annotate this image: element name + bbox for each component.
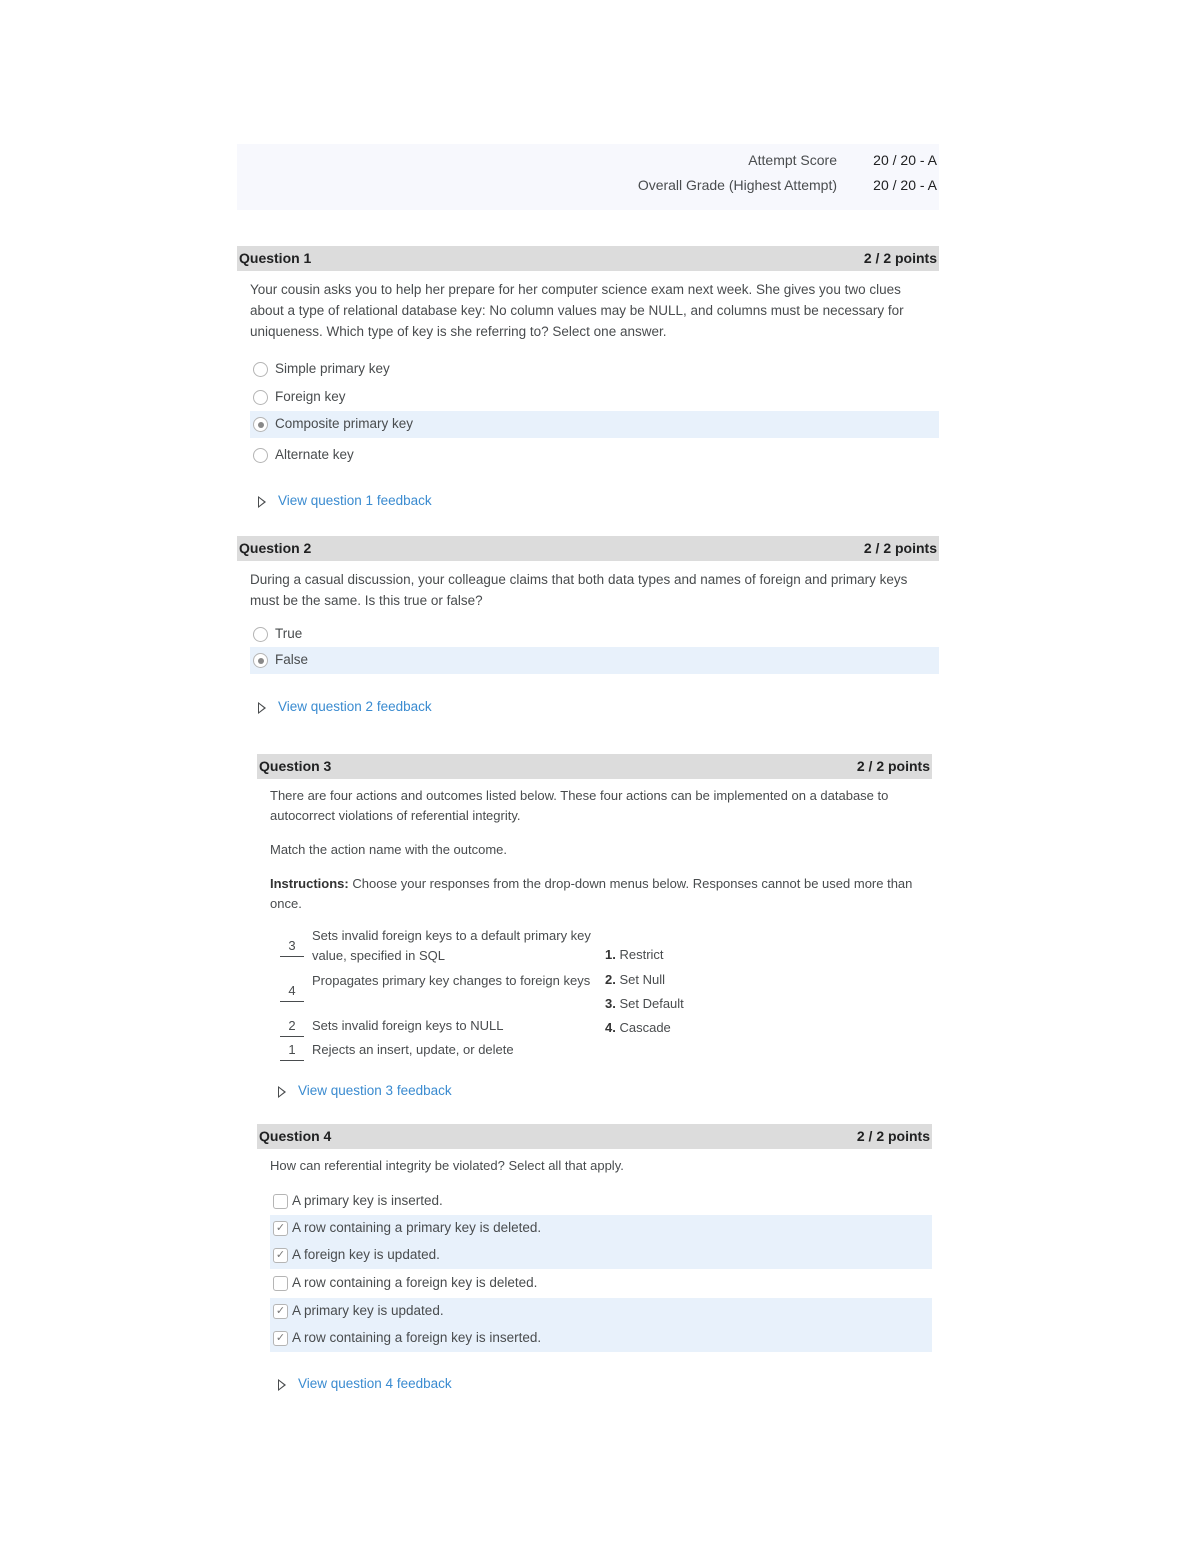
- match-description: Rejects an insert, update, or delete: [312, 1042, 514, 1057]
- attempt-score-value: 20 / 20 - A: [873, 152, 937, 168]
- overall-grade-value: 20 / 20 - A: [873, 177, 937, 193]
- radio-button-icon[interactable]: [253, 448, 268, 463]
- match-choice: 1. Restrict: [605, 947, 664, 962]
- question-2-points: 2 / 2 points: [863, 540, 937, 556]
- radio-button-icon[interactable]: [253, 362, 268, 377]
- q2-option-false[interactable]: [250, 647, 939, 674]
- q4-option-3-label: A foreign key is updated.: [292, 1247, 440, 1262]
- radio-button-icon[interactable]: [253, 390, 268, 405]
- radio-button-icon[interactable]: [253, 417, 268, 432]
- question-1-feedback-label: View question 1 feedback: [278, 493, 432, 508]
- q4-option-1-label: A primary key is inserted.: [292, 1193, 443, 1208]
- q2-option-false-label: False: [275, 652, 309, 667]
- q1-option-3-label: Composite primary key: [275, 416, 414, 431]
- checkbox-icon[interactable]: ✓: [273, 1304, 288, 1319]
- radio-button-icon[interactable]: [253, 653, 268, 668]
- match-answer-dropdown[interactable]: 2: [275, 1016, 309, 1037]
- question-1-text: Your cousin asks you to help her prepare for her computer science exam next week. She gives you two clues about a type of relational database key: No column values may be NULL, and columns must be necessary for uniqueness. Which type of key is she referring to? Select one answer.: [250, 282, 904, 339]
- checkbox-icon[interactable]: [273, 1276, 288, 1291]
- question-2-header: [237, 536, 939, 561]
- question-1-header: [237, 246, 939, 271]
- question-3-points: 2 / 2 points: [856, 758, 930, 774]
- disclosure-triangle-icon: [258, 496, 266, 508]
- disclosure-triangle-icon: [278, 1086, 286, 1098]
- match-description: Propagates primary key changes to foreign keys: [312, 973, 591, 988]
- match-row: [275, 1016, 595, 1036]
- instructions-text: Choose your responses from the drop-down menus below. Responses cannot be used more than once.: [270, 876, 913, 911]
- checkbox-icon[interactable]: ✓: [273, 1331, 288, 1346]
- match-choice: 2. Set Null: [605, 972, 665, 987]
- q2-option-true-label: True: [275, 626, 303, 641]
- question-1-title: Question 1: [239, 250, 312, 266]
- score-summary-panel: [237, 144, 939, 210]
- match-answer-dropdown[interactable]: 4: [275, 981, 309, 1002]
- question-3-header: [257, 754, 932, 779]
- question-4-title: Question 4: [259, 1128, 332, 1144]
- question-2-feedback-label: View question 2 feedback: [278, 699, 432, 714]
- q1-option-2-label: Foreign key: [275, 389, 346, 404]
- disclosure-triangle-icon: [278, 1379, 286, 1391]
- q1-option-4[interactable]: [250, 442, 939, 469]
- radio-button-icon[interactable]: [253, 627, 268, 642]
- question-3-match-prompt: Match the action name with the outcome.: [270, 842, 508, 857]
- match-description: Sets invalid foreign keys to NULL: [312, 1018, 504, 1033]
- instructions-label: Instructions:: [270, 876, 349, 891]
- question-4-header: [257, 1124, 932, 1149]
- question-4-points: 2 / 2 points: [856, 1128, 930, 1144]
- q4-option-2[interactable]: [270, 1215, 932, 1242]
- q4-option-5[interactable]: [270, 1298, 932, 1325]
- q1-option-3[interactable]: [250, 411, 939, 438]
- disclosure-triangle-icon: [258, 702, 266, 714]
- question-4-text: How can referential integrity be violated? Select all that apply.: [270, 1158, 624, 1173]
- attempt-score-label: Attempt Score: [748, 152, 837, 168]
- match-description: Sets invalid foreign keys to a default primary key value, specified in SQL: [312, 928, 591, 963]
- q1-option-1[interactable]: [250, 356, 939, 383]
- q4-option-3[interactable]: [270, 1242, 932, 1269]
- question-3-text: There are four actions and outcomes listed below. These four actions can be implemented on a database to autocorrect violations of referential integrity.: [270, 788, 889, 823]
- q2-option-true[interactable]: [250, 621, 939, 648]
- match-row: [275, 971, 595, 1011]
- q4-option-4-label: A row containing a foreign key is deleted.: [292, 1275, 538, 1290]
- checkbox-icon[interactable]: [273, 1194, 288, 1209]
- q4-option-6[interactable]: [270, 1325, 932, 1352]
- q1-option-1-label: Simple primary key: [275, 361, 390, 376]
- question-2-text: During a casual discussion, your colleague claims that both data types and names of foreign and primary keys must be the same. Is this true or false?: [250, 572, 908, 608]
- match-row: [275, 926, 595, 966]
- question-2-title: Question 2: [239, 540, 312, 556]
- checkbox-icon[interactable]: ✓: [273, 1248, 288, 1263]
- match-answer-dropdown[interactable]: 3: [275, 936, 309, 957]
- question-1-points: 2 / 2 points: [863, 250, 937, 266]
- q4-option-4[interactable]: [270, 1270, 932, 1297]
- match-answer-dropdown[interactable]: 1: [275, 1040, 309, 1061]
- match-choice: 3. Set Default: [605, 996, 684, 1011]
- q1-option-2[interactable]: [250, 384, 939, 411]
- question-3-title: Question 3: [259, 758, 332, 774]
- q4-option-6-label: A row containing a foreign key is inserted.: [292, 1330, 542, 1345]
- match-row: [275, 1040, 595, 1060]
- question-4-feedback-label: View question 4 feedback: [298, 1376, 452, 1391]
- checkbox-icon[interactable]: ✓: [273, 1221, 288, 1236]
- q1-option-4-label: Alternate key: [275, 447, 354, 462]
- q4-option-1[interactable]: [270, 1188, 932, 1215]
- question-3-feedback-label: View question 3 feedback: [298, 1083, 452, 1098]
- match-choice: 4. Cascade: [605, 1020, 671, 1035]
- question-3-instructions: [270, 874, 930, 914]
- q4-option-2-label: A row containing a primary key is deleted.: [292, 1220, 542, 1235]
- overall-grade-label: Overall Grade (Highest Attempt): [637, 177, 837, 193]
- q4-option-5-label: A primary key is updated.: [292, 1303, 444, 1318]
